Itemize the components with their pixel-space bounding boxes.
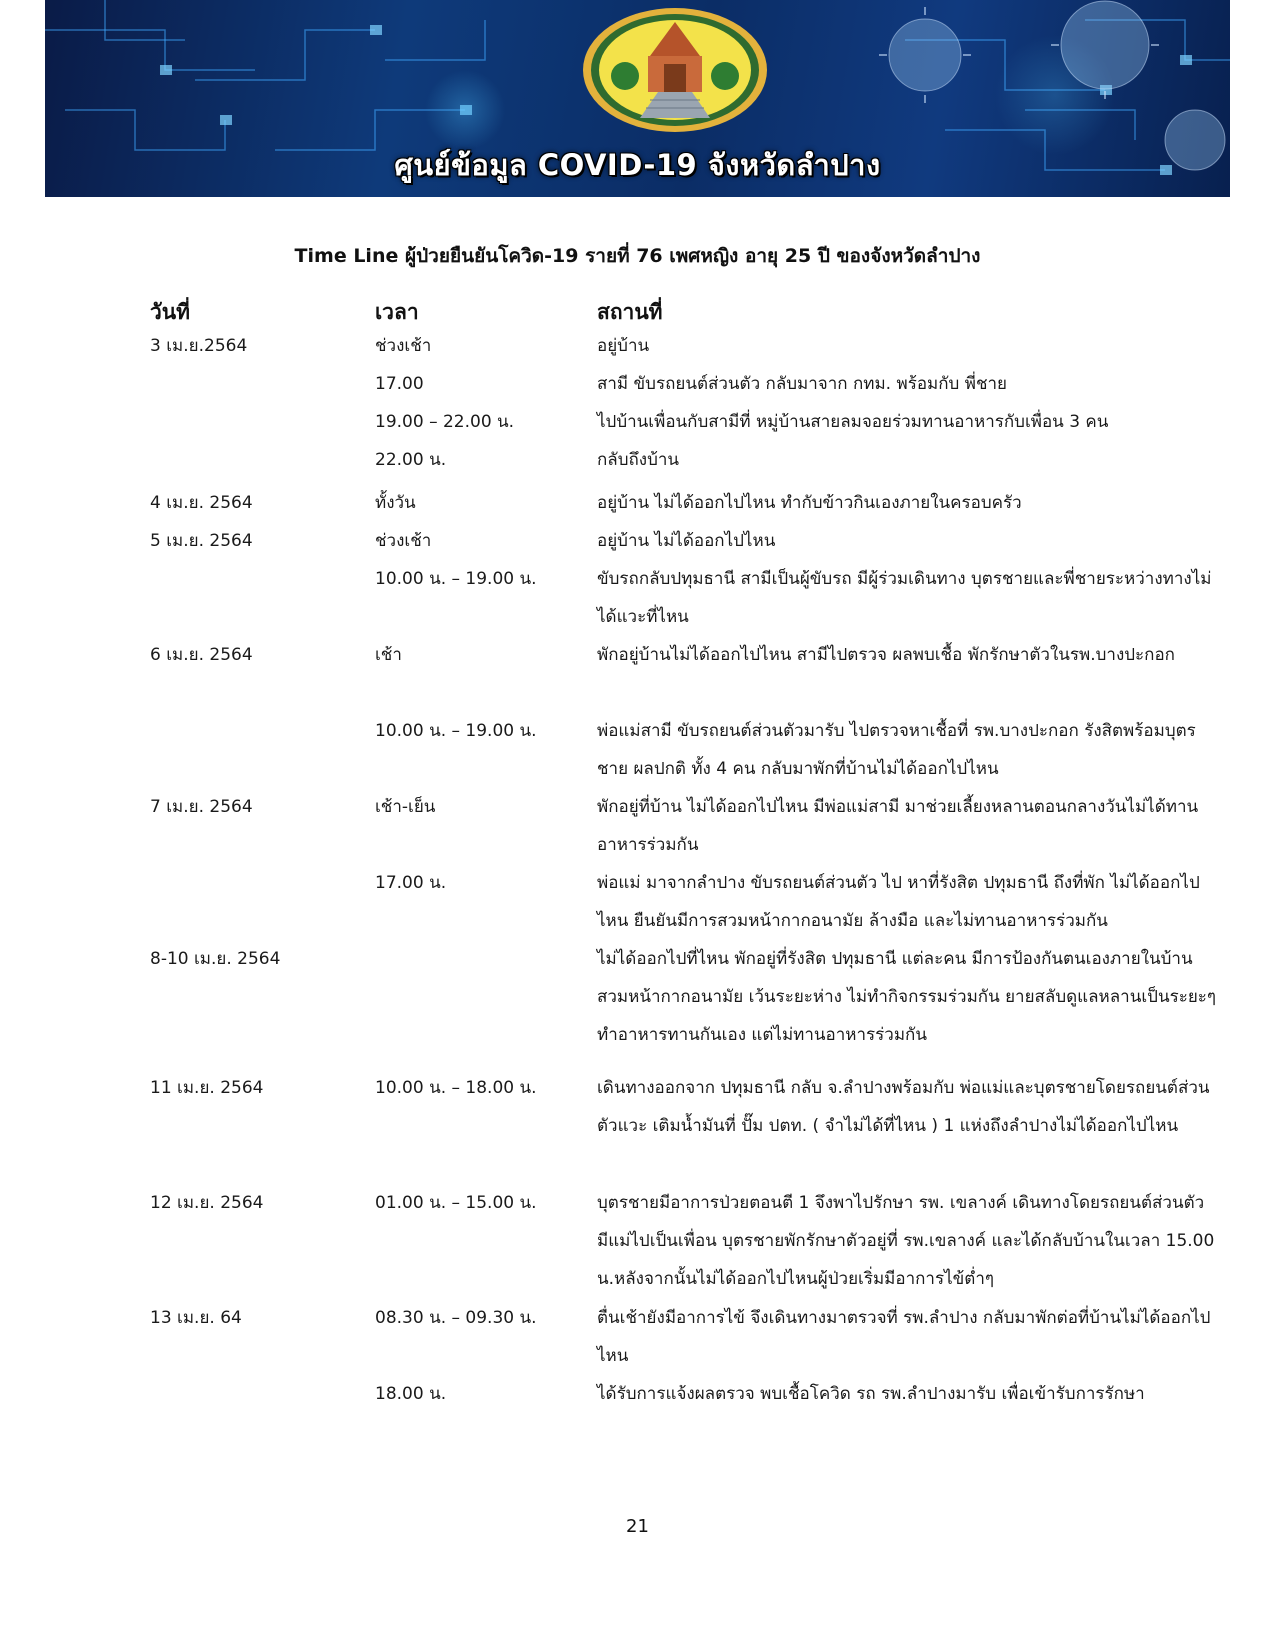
header-time: เวลา xyxy=(375,300,419,324)
row-date: 13 เม.ย. 64 xyxy=(150,1308,242,1328)
row-time: 10.00 น. – 19.00 น. xyxy=(375,721,537,741)
row-place: เดินทางออกจาก ปทุมธานี กลับ จ.ลำปางพร้อมกับ พ่อแม่และบุตรชายโดยรถยนต์ส่วนตัวแวะ เติมน้ำมันที่ ปั๊ม ปตท. ( จำไม่ได้ที่ไหน ) 1 แห่งถึงลำปางไม่ได้ออกไปไหน xyxy=(597,1078,1210,1136)
row-time: 08.30 น. – 09.30 น. xyxy=(375,1308,537,1328)
row-time: ช่วงเช้า xyxy=(375,531,432,551)
lampang-seal-logo xyxy=(580,6,770,134)
row-place: ขับรถกลับปทุมธานี สามีเป็นผู้ขับรถ มีผู้ร่วมเดินทาง บุตรชายและพี่ชายระหว่างทางไม่ได้แวะที่ไหน xyxy=(597,569,1212,627)
row-place: พ่อแม่ มาจากลำปาง ขับรถยนต์ส่วนตัว ไป หาที่รังสิต ปทุมธานี ถึงที่พัก ไม่ได้ออกไปไหน ยืนยันมีการสวมหน้ากากอนามัย ล้างมือ และไม่ทานอาหารร่วมกัน xyxy=(597,873,1200,931)
row-date: 11 เม.ย. 2564 xyxy=(150,1078,264,1098)
row-date: 7 เม.ย. 2564 xyxy=(150,797,253,817)
row-place: ตื่นเช้ายังมีอาการไข้ จึงเดินทางมาตรวจที่ รพ.ลำปาง กลับมาพักต่อที่บ้านไม่ได้ออกไปไหน xyxy=(597,1308,1211,1366)
row-time: 01.00 น. – 15.00 น. xyxy=(375,1193,537,1213)
row-place: กลับถึงบ้าน xyxy=(597,450,680,470)
row-place: พักอยู่บ้านไม่ได้ออกไปไหน สามีไปตรวจ ผลพบเชื้อ พักรักษาตัวในรพ.บางปะกอก xyxy=(597,645,1175,665)
row-date: 4 เม.ย. 2564 xyxy=(150,493,253,513)
row-time: 19.00 – 22.00 น. xyxy=(375,412,515,432)
row-place: อยู่บ้าน ไม่ได้ออกไปไหน xyxy=(597,531,776,551)
page-number: 21 xyxy=(626,1516,649,1537)
row-time: เช้า-เย็น xyxy=(375,797,436,817)
header-place: สถานที่ xyxy=(597,300,663,324)
row-time: 17.00 น. xyxy=(375,873,447,893)
header-banner xyxy=(45,0,1230,197)
banner-title: ศูนย์ข้อมูล COVID-19 จังหวัดลำปาง xyxy=(394,148,881,182)
row-date: 8-10 เม.ย. 2564 xyxy=(150,949,281,969)
row-time: ทั้งวัน xyxy=(375,493,416,513)
row-date: 3 เม.ย.2564 xyxy=(150,336,248,356)
row-date: 6 เม.ย. 2564 xyxy=(150,645,253,665)
row-time: 10.00 น. – 18.00 น. xyxy=(375,1078,537,1098)
row-time: ช่วงเช้า xyxy=(375,336,432,356)
row-time: เช้า xyxy=(375,645,402,665)
row-place: อยู่บ้าน ไม่ได้ออกไปไหน ทำกับข้าวกินเองภายในครอบครัว xyxy=(597,493,1022,513)
row-time: 17.00 xyxy=(375,374,424,394)
row-place: บุตรชายมีอาการป่วยตอนตี 1 จึงพาไปรักษา รพ. เขลางค์ เดินทางโดยรถยนต์ส่วนตัว มีแม่ไปเป็นเพื่อน บุตรชายพักรักษาตัวอยู่ที่ รพ.เขลางค์ และได้กลับบ้านในเวลา 15.00 น.หลังจากนั้นไม่ได้ออกไปไหนผู้ป่วยเริ่มมีอาการไข้ต่ำๆ xyxy=(597,1193,1215,1289)
row-date: 5 เม.ย. 2564 xyxy=(150,531,253,551)
row-place: พักอยู่ที่บ้าน ไม่ได้ออกไปไหน มีพ่อแม่สามี มาช่วยเลี้ยงหลานตอนกลางวันไม่ได้ทานอาหารร่วมกัน xyxy=(597,797,1199,855)
row-place: ไม่ได้ออกไปที่ไหน พักอยู่ที่รังสิต ปทุมธานี แต่ละคน มีการป้องกันตนเองภายในบ้าน สวมหน้ากากอนามัย เว้นระยะห่าง ไม่ทำกิจกรรมร่วมกัน ยายสลับดูแลหลานเป็นระยะๆ ทำอาหารทานกันเอง แต่ไม่ทานอาหารร่วมกัน xyxy=(597,949,1217,1045)
row-date: 12 เม.ย. 2564 xyxy=(150,1193,264,1213)
row-place: อยู่บ้าน xyxy=(597,336,650,356)
document-title: Time Line ผู้ป่วยยืนยันโควิด-19 รายที่ 76 เพศหญิง อายุ 25 ปี ของจังหวัดลำปาง xyxy=(294,245,981,267)
row-place: พ่อแม่สามี ขับรถยนต์ส่วนตัวมารับ ไปตรวจหาเชื้อที่ รพ.บางปะกอก รังสิตพร้อมบุตรชาย ผลปกติ ทั้ง 4 คน กลับมาพักที่บ้านไม่ได้ออกไปไหน xyxy=(597,721,1196,779)
row-place: ได้รับการแจ้งผลตรวจ พบเชื้อโควิด รถ รพ.ลำปางมารับ เพื่อเข้ารับการรักษา xyxy=(597,1384,1145,1404)
header-date: วันที่ xyxy=(150,300,190,324)
row-time: 22.00 น. xyxy=(375,450,447,470)
row-time: 10.00 น. – 19.00 น. xyxy=(375,569,537,589)
row-place: สามี ขับรถยนต์ส่วนตัว กลับมาจาก กทม. พร้อมกับ พี่ชาย xyxy=(597,374,1007,394)
row-place: ไปบ้านเพื่อนกับสามีที่ หมู่บ้านสายลมจอยร่วมทานอาหารกับเพื่อน 3 คน xyxy=(597,412,1109,432)
row-time: 18.00 น. xyxy=(375,1384,447,1404)
